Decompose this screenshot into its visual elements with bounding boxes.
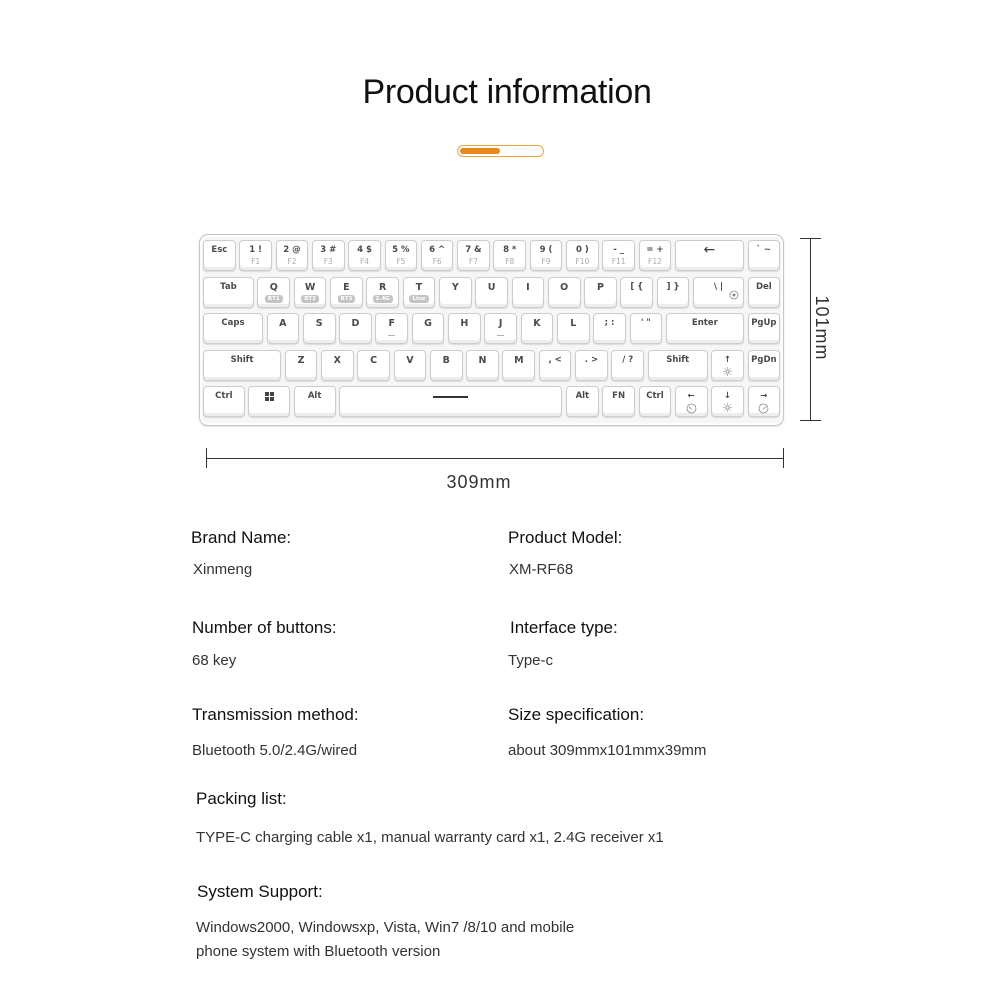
key-right xyxy=(748,386,781,417)
key-legend: ' " xyxy=(640,318,651,328)
key-quote xyxy=(630,313,663,344)
key-sub-legend: F8 xyxy=(505,257,515,266)
key-e xyxy=(330,277,363,308)
windows-logo-icon xyxy=(265,392,274,401)
key-0 xyxy=(566,240,599,271)
key-legend: W xyxy=(304,282,316,293)
brand-name-value: Xinmeng xyxy=(193,561,253,578)
key-mode-badge: 2.4G xyxy=(373,295,393,303)
height-dimension-line xyxy=(810,238,811,421)
key-b xyxy=(430,350,463,381)
key-6 xyxy=(421,240,454,271)
key-legend: V xyxy=(406,355,414,366)
key-u xyxy=(475,277,508,308)
key-1 xyxy=(239,240,272,271)
key-period xyxy=(575,350,608,381)
key-space xyxy=(339,386,562,417)
key-w xyxy=(294,277,327,308)
key-legend: Tab xyxy=(220,282,237,292)
key-n xyxy=(466,350,499,381)
key-s xyxy=(303,313,336,344)
key-legend: 4 $ xyxy=(357,245,372,255)
width-dimension-label: 309mm xyxy=(446,472,512,492)
key-m xyxy=(502,350,535,381)
key-legend: F xyxy=(388,318,396,329)
size-specification-label: Size specification: xyxy=(508,705,645,724)
key-legend: O xyxy=(560,282,569,293)
homing-bump xyxy=(497,335,504,336)
key-legend: FN xyxy=(612,391,626,401)
key-legend: 3 # xyxy=(320,245,337,255)
key-l xyxy=(557,313,590,344)
spacebar-mark xyxy=(433,396,468,398)
key-legend: 5 % xyxy=(392,245,410,255)
key-legend: Y xyxy=(451,282,459,293)
light-mode-icon xyxy=(729,290,739,300)
key-sub-legend: F10 xyxy=(575,257,590,266)
key-ctrl-left xyxy=(203,386,245,417)
key-legend: Ctrl xyxy=(646,391,664,401)
key-legend: B xyxy=(442,355,450,366)
key-a xyxy=(267,313,300,344)
key-windows xyxy=(248,386,290,417)
key-legend: 2 @ xyxy=(283,245,301,255)
interface-type-label: Interface type: xyxy=(510,618,618,637)
key-minus xyxy=(602,240,635,271)
key-legend: Ctrl xyxy=(215,391,233,401)
width-dimension-tick-right xyxy=(783,448,784,468)
key-legend: 1 ! xyxy=(249,245,263,255)
key-legend: R xyxy=(379,282,387,293)
key-legend: Alt xyxy=(575,391,590,401)
key-d xyxy=(339,313,372,344)
key-legend: T xyxy=(415,282,423,293)
key-legend: Caps xyxy=(221,318,245,328)
key-fn xyxy=(602,386,635,417)
key-legend: P xyxy=(597,282,604,293)
key-legend: ← xyxy=(687,391,695,401)
key-pgup xyxy=(748,313,781,344)
key-legend: 7 & xyxy=(465,245,482,255)
key-sub-legend: F6 xyxy=(432,257,442,266)
key-sub-legend: F4 xyxy=(359,257,370,266)
key-legend: 6 ^ xyxy=(429,245,446,255)
key-comma xyxy=(539,350,572,381)
key-legend: Esc xyxy=(211,245,228,255)
key-legend: , < xyxy=(548,355,562,365)
key-legend: K xyxy=(533,318,541,329)
system-support-value-line: Windows2000, Windowsxp, Vista, Win7 /8/10 and mobile xyxy=(196,919,575,936)
keyboard-illustration xyxy=(199,234,784,426)
key-shift-left xyxy=(203,350,281,381)
key-legend: PgUp xyxy=(751,318,777,328)
key-backspace xyxy=(675,240,744,271)
title-accent-bar xyxy=(457,145,544,157)
key-legend: [ { xyxy=(630,282,644,292)
key-j xyxy=(484,313,517,344)
key-sub-legend: F1 xyxy=(251,257,261,266)
key-h xyxy=(448,313,481,344)
key-legend: . > xyxy=(584,355,599,365)
key-mode-badge: Line xyxy=(409,295,428,303)
key-5 xyxy=(385,240,418,271)
key-legend: 0 ) xyxy=(575,245,589,255)
height-dimension-label: 101mm xyxy=(812,295,832,361)
key-legend: → xyxy=(760,391,768,401)
key-r xyxy=(366,277,399,308)
brightness-down-icon xyxy=(723,403,732,412)
key-sub-legend: F7 xyxy=(468,257,478,266)
key-sub-legend: F5 xyxy=(396,257,406,266)
key-legend: 9 ( xyxy=(539,245,553,255)
key-ctrl-right xyxy=(639,386,672,417)
title-accent-bar-fill xyxy=(460,148,500,154)
key-legend: H xyxy=(460,318,469,329)
key-shift-right xyxy=(648,350,708,381)
key-legend: Alt xyxy=(307,391,322,401)
key-p xyxy=(584,277,617,308)
key-k xyxy=(521,313,554,344)
key-legend: Shift xyxy=(230,355,254,365)
interface-type-value: Type-c xyxy=(508,652,554,669)
key-del xyxy=(748,277,781,308)
key-pgdn xyxy=(748,350,781,381)
key-legend: / ? xyxy=(622,355,634,365)
packing-list-label: Packing list: xyxy=(196,789,287,808)
key-legend: A xyxy=(279,318,287,329)
speed-up-icon xyxy=(758,403,769,414)
key-sub-legend: F2 xyxy=(287,257,297,266)
key-enter xyxy=(666,313,744,344)
key-legend: C xyxy=(370,355,378,366)
key-legend: Q xyxy=(269,282,278,293)
key-sub-legend: F12 xyxy=(648,257,662,266)
brightness-up-icon xyxy=(723,367,732,376)
key-backtick xyxy=(748,240,781,271)
key-9 xyxy=(530,240,563,271)
key-legend: L xyxy=(570,318,577,329)
key-legend: ; : xyxy=(604,318,615,328)
key-x xyxy=(321,350,354,381)
key-3 xyxy=(312,240,345,271)
key-legend: Shift xyxy=(666,355,690,365)
key-sub-legend: F11 xyxy=(611,257,626,266)
key-caps xyxy=(203,313,263,344)
key-mode-badge: BT2 xyxy=(301,295,319,303)
key-i xyxy=(512,277,545,308)
key-sub-legend: F9 xyxy=(541,257,551,266)
key-bracket-right xyxy=(657,277,690,308)
key-up xyxy=(711,350,744,381)
transmission-method-label: Transmission method: xyxy=(192,705,359,724)
brand-name-label: Brand Name: xyxy=(191,528,292,547)
key-legend: G xyxy=(424,318,432,329)
key-legend: ` ~ xyxy=(756,245,772,255)
key-equal xyxy=(639,240,672,271)
key-f xyxy=(375,313,408,344)
key-8 xyxy=(493,240,526,271)
speed-down-icon xyxy=(686,403,697,414)
width-dimension-tick-left xyxy=(206,448,207,468)
key-q xyxy=(257,277,290,308)
key-2 xyxy=(276,240,309,271)
key-legend: J xyxy=(498,318,503,329)
key-tab xyxy=(203,277,254,308)
key-legend: - _ xyxy=(613,245,625,255)
key-esc xyxy=(203,240,236,271)
key-y xyxy=(439,277,472,308)
packing-list-value: TYPE-C charging cable x1, manual warranty card x1, 2.4G receiver x1 xyxy=(196,829,664,846)
key-mode-badge: BT1 xyxy=(265,295,283,303)
key-legend: = + xyxy=(646,245,664,255)
height-dimension-tick-bottom xyxy=(800,420,821,421)
product-model-value: XM-RF68 xyxy=(509,561,574,578)
key-slash xyxy=(611,350,644,381)
key-7 xyxy=(457,240,490,271)
homing-bump xyxy=(388,335,395,336)
key-legend: D xyxy=(351,318,360,329)
size-specification-value: about 309mmx101mmx39mm xyxy=(508,742,707,759)
key-legend: ↑ xyxy=(723,355,732,365)
number-of-buttons-value: 68 key xyxy=(192,652,237,669)
key-o xyxy=(548,277,581,308)
key-backslash xyxy=(693,277,744,308)
key-mode-badge: BT3 xyxy=(338,295,356,303)
key-legend: 8 * xyxy=(503,245,517,255)
key-down xyxy=(711,386,744,417)
key-legend: Z xyxy=(297,355,305,366)
key-legend: Enter xyxy=(691,318,718,328)
key-4 xyxy=(348,240,381,271)
key-legend: Del xyxy=(755,282,772,292)
key-legend: I xyxy=(526,282,530,293)
key-legend: U xyxy=(487,282,496,293)
key-semicolon xyxy=(593,313,626,344)
key-legend: X xyxy=(333,355,341,366)
key-legend: N xyxy=(478,355,487,366)
key-bracket-left xyxy=(620,277,653,308)
key-v xyxy=(394,350,427,381)
key-c xyxy=(357,350,390,381)
key-legend: E xyxy=(343,282,350,293)
key-left xyxy=(675,386,708,417)
product-model-label: Product Model: xyxy=(508,528,623,547)
page-title: Product information xyxy=(362,73,652,111)
key-z xyxy=(285,350,318,381)
key-legend: S xyxy=(315,318,323,329)
number-of-buttons-label: Number of buttons: xyxy=(192,618,337,637)
key-alt-left xyxy=(294,386,336,417)
key-legend: ↓ xyxy=(723,391,732,401)
key-t xyxy=(403,277,436,308)
key-alt-right xyxy=(566,386,599,417)
height-dimension-tick-top xyxy=(800,238,821,239)
key-legend: ] } xyxy=(666,282,680,292)
system-support-label: System Support: xyxy=(197,882,323,901)
key-g xyxy=(412,313,445,344)
key-legend: M xyxy=(514,355,524,366)
system-support-value-line: phone system with Bluetooth version xyxy=(196,943,441,960)
key-legend: ← xyxy=(703,242,716,258)
transmission-method-value: Bluetooth 5.0/2.4G/wired xyxy=(192,742,358,759)
key-legend: \ | xyxy=(713,282,724,292)
width-dimension-line xyxy=(206,458,784,459)
key-sub-legend: F3 xyxy=(323,257,333,266)
key-legend: PgDn xyxy=(751,355,777,365)
